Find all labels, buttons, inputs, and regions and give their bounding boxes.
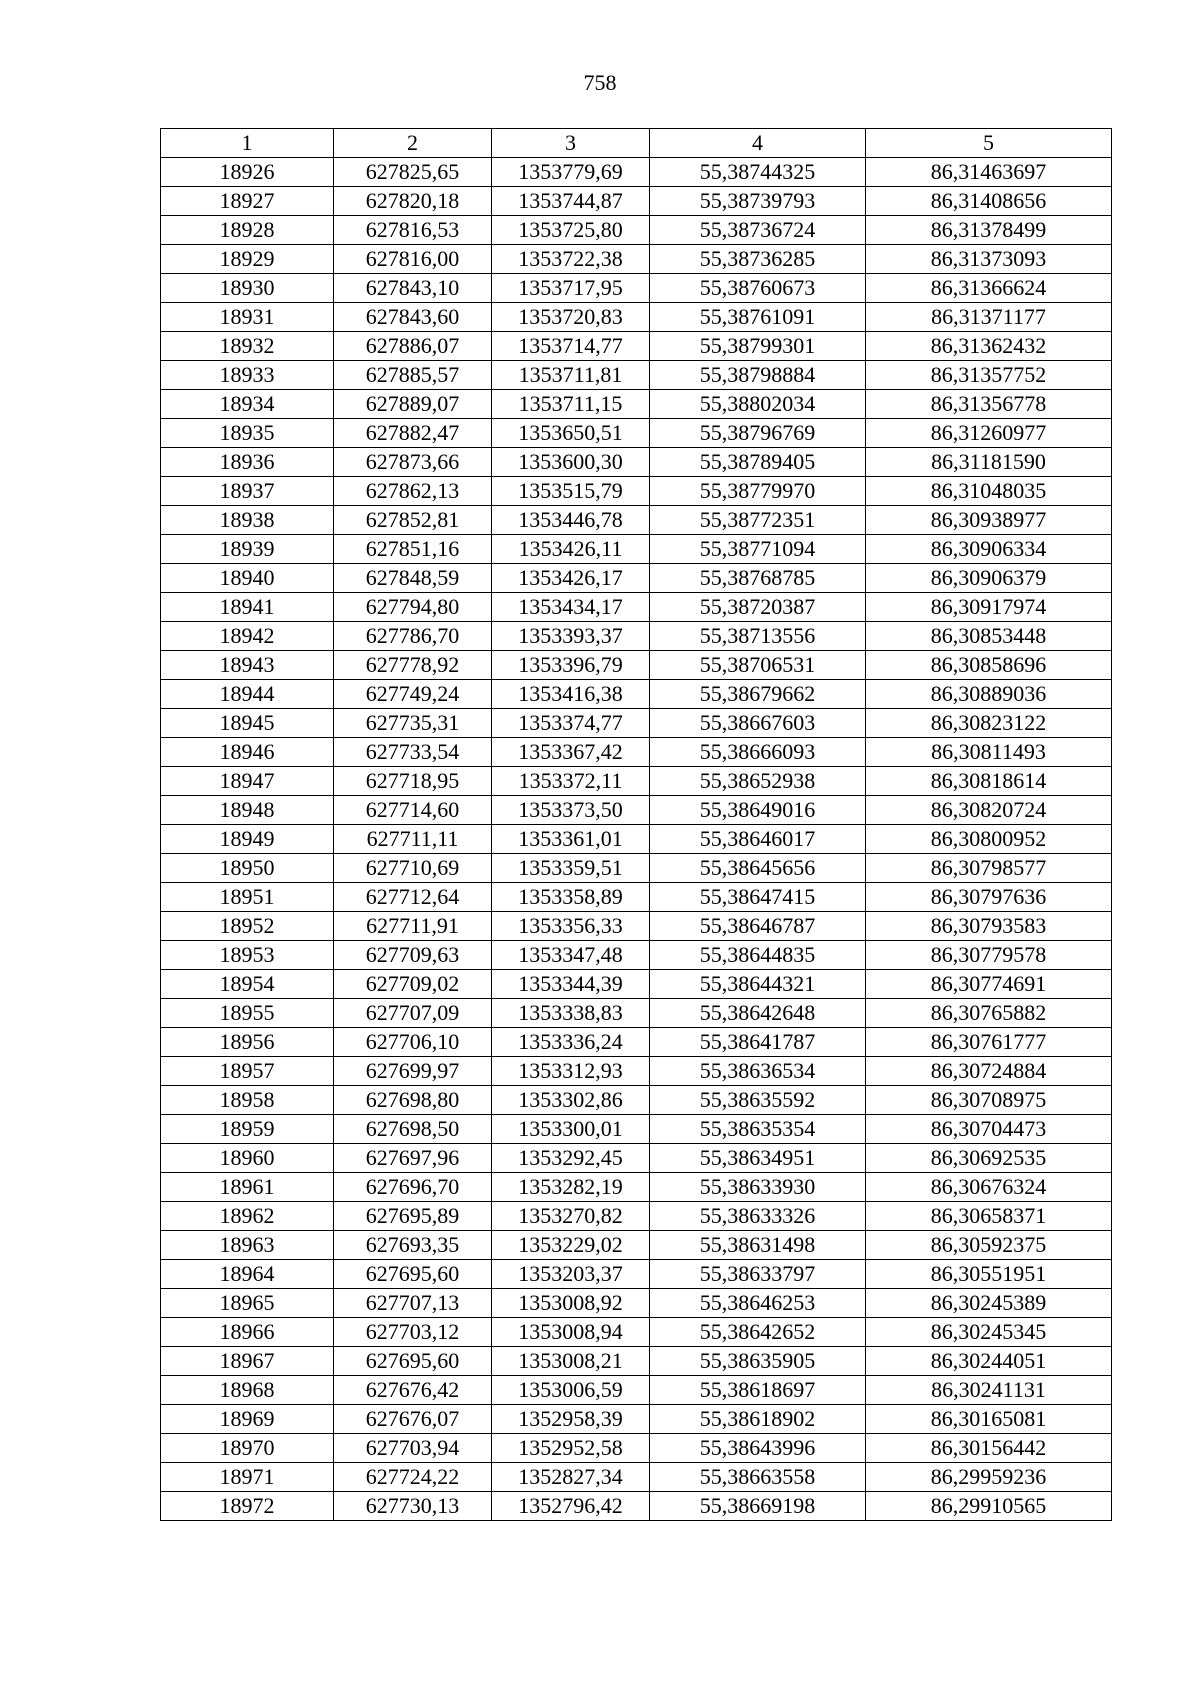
table-cell: 55,38642648	[650, 999, 866, 1028]
table-cell: 86,30774691	[866, 970, 1112, 999]
table-cell: 627710,69	[334, 854, 492, 883]
table-cell: 55,38631498	[650, 1231, 866, 1260]
table-row	[161, 1289, 1112, 1318]
table-cell: 86,30658371	[866, 1202, 1112, 1231]
table-cell: 18938	[161, 506, 334, 535]
table-row	[161, 622, 1112, 651]
table-row	[161, 1260, 1112, 1289]
table-cell: 86,30793583	[866, 912, 1112, 941]
table-cell: 86,31371177	[866, 303, 1112, 332]
table-cell: 1352958,39	[492, 1405, 650, 1434]
table-cell: 18969	[161, 1405, 334, 1434]
table-cell: 86,30906334	[866, 535, 1112, 564]
table-cell: 18971	[161, 1463, 334, 1492]
table-cell: 86,30818614	[866, 767, 1112, 796]
page-number: 758	[583, 70, 617, 95]
table-row	[161, 1115, 1112, 1144]
table-row	[161, 332, 1112, 361]
table-cell: 18961	[161, 1173, 334, 1202]
table-cell: 18967	[161, 1347, 334, 1376]
table-cell: 55,38635905	[650, 1347, 866, 1376]
table-cell: 55,38796769	[650, 419, 866, 448]
table-row	[161, 1231, 1112, 1260]
table-row	[161, 158, 1112, 187]
table-cell: 1353779,69	[492, 158, 650, 187]
table-cell: 1353347,48	[492, 941, 650, 970]
table-cell: 1353515,79	[492, 477, 650, 506]
table-cell: 55,38720387	[650, 593, 866, 622]
table-cell: 18962	[161, 1202, 334, 1231]
table-cell: 627711,11	[334, 825, 492, 854]
table-cell: 1353270,82	[492, 1202, 650, 1231]
table-cell: 18960	[161, 1144, 334, 1173]
table-row	[161, 1405, 1112, 1434]
table-row	[161, 1434, 1112, 1463]
table-cell: 18956	[161, 1028, 334, 1057]
table-cell: 1353312,93	[492, 1057, 650, 1086]
table-cell: 627794,80	[334, 593, 492, 622]
table-cell: 55,38633797	[650, 1260, 866, 1289]
table-cell: 55,38736285	[650, 245, 866, 274]
table-cell: 86,30906379	[866, 564, 1112, 593]
table-cell: 55,38772351	[650, 506, 866, 535]
table-cell: 1353302,86	[492, 1086, 650, 1115]
table-cell: 86,30692535	[866, 1144, 1112, 1173]
table-cell: 1352796,42	[492, 1492, 650, 1521]
table-cell: 86,30245389	[866, 1289, 1112, 1318]
table-row	[161, 1347, 1112, 1376]
table-cell: 627816,53	[334, 216, 492, 245]
table-cell: 627696,70	[334, 1173, 492, 1202]
table-cell: 18940	[161, 564, 334, 593]
table-row	[161, 883, 1112, 912]
table-cell: 86,30551951	[866, 1260, 1112, 1289]
table-cell: 627852,81	[334, 506, 492, 535]
table-cell: 86,30724884	[866, 1057, 1112, 1086]
table-cell: 18965	[161, 1289, 334, 1318]
table-cell: 1353300,01	[492, 1115, 650, 1144]
table-cell: 627735,31	[334, 709, 492, 738]
table-cell: 86,31181590	[866, 448, 1112, 477]
table-cell: 18966	[161, 1318, 334, 1347]
table-row	[161, 1463, 1112, 1492]
table-cell: 1353720,83	[492, 303, 650, 332]
table-cell: 18930	[161, 274, 334, 303]
table-cell: 1353711,81	[492, 361, 650, 390]
table-cell: 1353203,37	[492, 1260, 650, 1289]
table-cell: 627676,42	[334, 1376, 492, 1405]
table-cell: 1353717,95	[492, 274, 650, 303]
table-cell: 18952	[161, 912, 334, 941]
table-cell: 18932	[161, 332, 334, 361]
table-cell: 55,38635354	[650, 1115, 866, 1144]
table-cell: 18946	[161, 738, 334, 767]
table-cell: 55,38646017	[650, 825, 866, 854]
table-cell: 18931	[161, 303, 334, 332]
table-cell: 1353650,51	[492, 419, 650, 448]
table-cell: 55,38633930	[650, 1173, 866, 1202]
table-cell: 86,31048035	[866, 477, 1112, 506]
table-cell: 18958	[161, 1086, 334, 1115]
table-cell: 627843,60	[334, 303, 492, 332]
table-cell: 55,38771094	[650, 535, 866, 564]
table-cell: 55,38649016	[650, 796, 866, 825]
table-cell: 18950	[161, 854, 334, 883]
table-cell: 55,38798884	[650, 361, 866, 390]
table-cell: 1353434,17	[492, 593, 650, 622]
table-cell: 86,29910565	[866, 1492, 1112, 1521]
table-cell: 86,30917974	[866, 593, 1112, 622]
table-cell: 86,29959236	[866, 1463, 1112, 1492]
table-row	[161, 709, 1112, 738]
table-row	[161, 680, 1112, 709]
table-cell: 86,31260977	[866, 419, 1112, 448]
table-cell: 86,30811493	[866, 738, 1112, 767]
table-cell: 18939	[161, 535, 334, 564]
table-cell: 1353372,11	[492, 767, 650, 796]
table-row	[161, 1173, 1112, 1202]
table-cell: 627848,59	[334, 564, 492, 593]
table-cell: 55,38679662	[650, 680, 866, 709]
table-cell: 55,38642652	[650, 1318, 866, 1347]
table-cell: 55,38645656	[650, 854, 866, 883]
table-cell: 18970	[161, 1434, 334, 1463]
table-cell: 55,38768785	[650, 564, 866, 593]
table-row	[161, 941, 1112, 970]
table-cell: 18926	[161, 158, 334, 187]
table-cell: 86,30245345	[866, 1318, 1112, 1347]
table-row	[161, 506, 1112, 535]
table-cell: 86,30165081	[866, 1405, 1112, 1434]
table-cell: 1353282,19	[492, 1173, 650, 1202]
table-cell: 627718,95	[334, 767, 492, 796]
table-cell: 18972	[161, 1492, 334, 1521]
table-cell: 18949	[161, 825, 334, 854]
table-cell: 627709,63	[334, 941, 492, 970]
table-row	[161, 970, 1112, 999]
table-cell: 627698,50	[334, 1115, 492, 1144]
table-row	[161, 303, 1112, 332]
table-cell: 627707,09	[334, 999, 492, 1028]
table-cell: 627703,12	[334, 1318, 492, 1347]
table-row	[161, 1318, 1112, 1347]
table-cell: 18929	[161, 245, 334, 274]
table-cell: 1353336,24	[492, 1028, 650, 1057]
table-cell: 86,30765882	[866, 999, 1112, 1028]
table-cell: 1353725,80	[492, 216, 650, 245]
table-cell: 55,38647415	[650, 883, 866, 912]
table-cell: 55,38646787	[650, 912, 866, 941]
table-cell: 55,38663558	[650, 1463, 866, 1492]
table-row	[161, 767, 1112, 796]
table-body	[161, 158, 1112, 1521]
table-cell: 1353722,38	[492, 245, 650, 274]
table-cell: 55,38779970	[650, 477, 866, 506]
table-cell: 86,31362432	[866, 332, 1112, 361]
table-cell: 18945	[161, 709, 334, 738]
table-cell: 55,38761091	[650, 303, 866, 332]
table-row	[161, 1144, 1112, 1173]
table-cell: 18968	[161, 1376, 334, 1405]
table-cell: 18955	[161, 999, 334, 1028]
table-cell: 1353373,50	[492, 796, 650, 825]
table-cell: 627862,13	[334, 477, 492, 506]
table-cell: 1353396,79	[492, 651, 650, 680]
table-cell: 627733,54	[334, 738, 492, 767]
table-cell: 1353292,45	[492, 1144, 650, 1173]
table-cell: 1353344,39	[492, 970, 650, 999]
column-header: 4	[650, 129, 866, 158]
table-cell: 86,30592375	[866, 1231, 1112, 1260]
table-cell: 18948	[161, 796, 334, 825]
table-cell: 1353711,15	[492, 390, 650, 419]
table-cell: 86,30244051	[866, 1347, 1112, 1376]
table-cell: 627825,65	[334, 158, 492, 187]
table-cell: 627730,13	[334, 1492, 492, 1521]
table-row	[161, 912, 1112, 941]
table-cell: 1353006,59	[492, 1376, 650, 1405]
table-row	[161, 245, 1112, 274]
table-cell: 1353367,42	[492, 738, 650, 767]
coordinates-table	[160, 128, 1112, 1521]
table-cell: 1353393,37	[492, 622, 650, 651]
table-cell: 55,38667603	[650, 709, 866, 738]
table-row	[161, 796, 1112, 825]
table-cell: 86,30858696	[866, 651, 1112, 680]
table-cell: 1353416,38	[492, 680, 650, 709]
table-cell: 86,31357752	[866, 361, 1112, 390]
table-cell: 86,30241131	[866, 1376, 1112, 1405]
table-cell: 86,31378499	[866, 216, 1112, 245]
table-cell: 55,38789405	[650, 448, 866, 477]
table-cell: 18963	[161, 1231, 334, 1260]
table-row	[161, 593, 1112, 622]
table-cell: 55,38618902	[650, 1405, 866, 1434]
table-cell: 627873,66	[334, 448, 492, 477]
table-cell: 18928	[161, 216, 334, 245]
table-cell: 1353359,51	[492, 854, 650, 883]
table-cell: 18936	[161, 448, 334, 477]
table-row	[161, 1057, 1112, 1086]
table-cell: 86,30889036	[866, 680, 1112, 709]
table-cell: 86,30820724	[866, 796, 1112, 825]
table-cell: 627676,07	[334, 1405, 492, 1434]
table-row	[161, 1492, 1112, 1521]
table-cell: 1353229,02	[492, 1231, 650, 1260]
table-row	[161, 825, 1112, 854]
table-cell: 627695,89	[334, 1202, 492, 1231]
column-header: 2	[334, 129, 492, 158]
table-cell: 1353008,94	[492, 1318, 650, 1347]
table-cell: 18927	[161, 187, 334, 216]
table-cell: 86,31366624	[866, 274, 1112, 303]
table-cell: 627843,10	[334, 274, 492, 303]
table-cell: 627695,60	[334, 1260, 492, 1289]
table-cell: 55,38646253	[650, 1289, 866, 1318]
table-cell: 1353426,11	[492, 535, 650, 564]
table-cell: 86,30676324	[866, 1173, 1112, 1202]
table-cell: 86,31408656	[866, 187, 1112, 216]
table-cell: 18959	[161, 1115, 334, 1144]
table-cell: 55,38799301	[650, 332, 866, 361]
table-cell: 18941	[161, 593, 334, 622]
table-cell: 55,38644321	[650, 970, 866, 999]
table-cell: 627695,60	[334, 1347, 492, 1376]
table-cell: 1353600,30	[492, 448, 650, 477]
table-cell: 55,38644835	[650, 941, 866, 970]
table-cell: 1352827,34	[492, 1463, 650, 1492]
table-cell: 86,31373093	[866, 245, 1112, 274]
table-cell: 627697,96	[334, 1144, 492, 1173]
table-cell: 627851,16	[334, 535, 492, 564]
table-cell: 1353008,21	[492, 1347, 650, 1376]
table-row	[161, 1202, 1112, 1231]
table-cell: 86,30798577	[866, 854, 1112, 883]
table-cell: 627699,97	[334, 1057, 492, 1086]
table-cell: 627889,07	[334, 390, 492, 419]
table-cell: 55,38636534	[650, 1057, 866, 1086]
table-cell: 18937	[161, 477, 334, 506]
table-cell: 86,30761777	[866, 1028, 1112, 1057]
table-cell: 55,38713556	[650, 622, 866, 651]
table-cell: 627885,57	[334, 361, 492, 390]
table-cell: 18944	[161, 680, 334, 709]
table-cell: 55,38802034	[650, 390, 866, 419]
table-cell: 627707,13	[334, 1289, 492, 1318]
table-cell: 627703,94	[334, 1434, 492, 1463]
table-header-row	[161, 129, 1112, 158]
table-cell: 86,31356778	[866, 390, 1112, 419]
table-row	[161, 999, 1112, 1028]
table-cell: 55,38736724	[650, 216, 866, 245]
table-cell: 1353356,33	[492, 912, 650, 941]
table-row	[161, 1086, 1112, 1115]
table-cell: 86,30938977	[866, 506, 1112, 535]
table-cell: 86,30823122	[866, 709, 1112, 738]
table-row	[161, 390, 1112, 419]
table-cell: 1353338,83	[492, 999, 650, 1028]
table-cell: 86,30708975	[866, 1086, 1112, 1115]
table-cell: 1353426,17	[492, 564, 650, 593]
table-cell: 18935	[161, 419, 334, 448]
table-cell: 55,38635592	[650, 1086, 866, 1115]
table-cell: 55,38633326	[650, 1202, 866, 1231]
table-cell: 627778,92	[334, 651, 492, 680]
table-cell: 86,30797636	[866, 883, 1112, 912]
table-cell: 18957	[161, 1057, 334, 1086]
table-cell: 86,30156442	[866, 1434, 1112, 1463]
table-row	[161, 419, 1112, 448]
table-cell: 55,38739793	[650, 187, 866, 216]
table-row	[161, 854, 1112, 883]
table-cell: 18951	[161, 883, 334, 912]
table-row	[161, 448, 1112, 477]
table-cell: 627693,35	[334, 1231, 492, 1260]
table-cell: 627706,10	[334, 1028, 492, 1057]
table-cell: 627724,22	[334, 1463, 492, 1492]
table-row	[161, 738, 1112, 767]
table-cell: 627709,02	[334, 970, 492, 999]
table-cell: 55,38706531	[650, 651, 866, 680]
table-cell: 18964	[161, 1260, 334, 1289]
table-cell: 18934	[161, 390, 334, 419]
table-cell: 1353744,87	[492, 187, 650, 216]
table-cell: 1352952,58	[492, 1434, 650, 1463]
table-cell: 55,38669198	[650, 1492, 866, 1521]
table-cell: 55,38641787	[650, 1028, 866, 1057]
table-row	[161, 187, 1112, 216]
table-row	[161, 477, 1112, 506]
table-cell: 18933	[161, 361, 334, 390]
table-cell: 18947	[161, 767, 334, 796]
table-cell: 1353374,77	[492, 709, 650, 738]
table-cell: 86,30704473	[866, 1115, 1112, 1144]
table-cell: 1353446,78	[492, 506, 650, 535]
table-cell: 627816,00	[334, 245, 492, 274]
table-cell: 55,38634951	[650, 1144, 866, 1173]
table-cell: 86,30800952	[866, 825, 1112, 854]
table-cell: 18943	[161, 651, 334, 680]
table-cell: 627711,91	[334, 912, 492, 941]
table-cell: 18942	[161, 622, 334, 651]
table-row	[161, 216, 1112, 245]
table-cell: 18954	[161, 970, 334, 999]
table-cell: 627786,70	[334, 622, 492, 651]
table-row	[161, 1028, 1112, 1057]
table-cell: 55,38643996	[650, 1434, 866, 1463]
table-row	[161, 1376, 1112, 1405]
table-cell: 1353714,77	[492, 332, 650, 361]
table-row	[161, 361, 1112, 390]
table-cell: 1353361,01	[492, 825, 650, 854]
table-row	[161, 651, 1112, 680]
table-cell: 55,38652938	[650, 767, 866, 796]
table-cell: 1353008,92	[492, 1289, 650, 1318]
table-cell: 627698,80	[334, 1086, 492, 1115]
table-cell: 55,38666093	[650, 738, 866, 767]
table-cell: 627886,07	[334, 332, 492, 361]
table-cell: 1353358,89	[492, 883, 650, 912]
table-cell: 86,30853448	[866, 622, 1112, 651]
table-cell: 55,38744325	[650, 158, 866, 187]
table-cell: 627712,64	[334, 883, 492, 912]
column-header: 3	[492, 129, 650, 158]
table-cell: 627749,24	[334, 680, 492, 709]
table-row	[161, 535, 1112, 564]
table-cell: 86,30779578	[866, 941, 1112, 970]
table-cell: 627714,60	[334, 796, 492, 825]
column-header: 5	[866, 129, 1112, 158]
table-cell: 55,38760673	[650, 274, 866, 303]
table-cell: 55,38618697	[650, 1376, 866, 1405]
table-cell: 18953	[161, 941, 334, 970]
table-cell: 627820,18	[334, 187, 492, 216]
table-cell: 627882,47	[334, 419, 492, 448]
table-row	[161, 564, 1112, 593]
table-row	[161, 274, 1112, 303]
column-header: 1	[161, 129, 334, 158]
table-cell: 86,31463697	[866, 158, 1112, 187]
